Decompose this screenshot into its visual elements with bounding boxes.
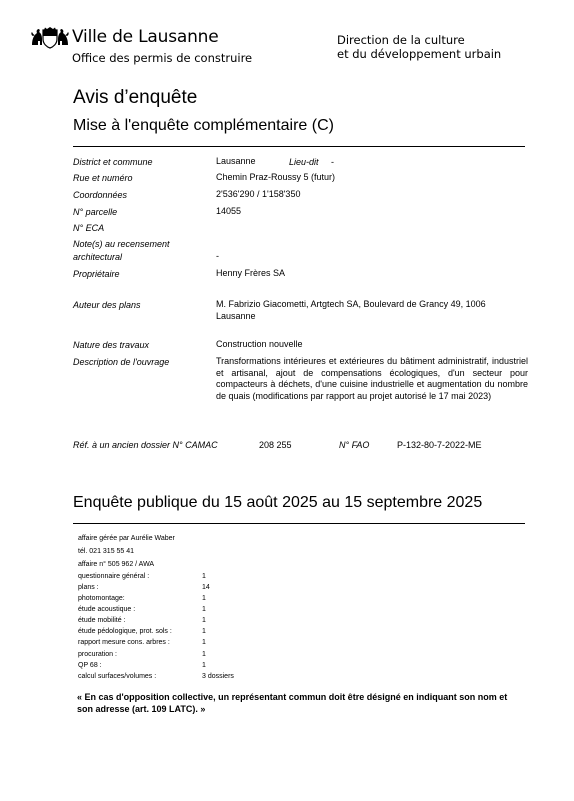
document-count: 1 [202, 662, 206, 669]
document-count: 1 [202, 617, 206, 624]
street-value: Chemin Praz-Roussy 5 (futur) [216, 172, 336, 182]
organization-name: Ville de Lausanne [72, 27, 219, 47]
document-title: Avis d’enquête [73, 87, 198, 108]
document-label: étude pédologique, prot. sols : [78, 628, 172, 635]
camac-value: 208 255 [259, 440, 292, 450]
lieudit-label: Lieu-dit [289, 157, 319, 167]
document-label: étude acoustique : [78, 606, 136, 613]
document-label: questionnaire général : [78, 573, 150, 580]
contact-phone: tél. 021 315 55 41 [78, 548, 135, 555]
camac-label: Réf. à un ancien dossier N° CAMAC [73, 440, 218, 450]
department-line-2: et du développement urbain [337, 47, 502, 61]
document-label: étude mobilité : [78, 617, 126, 624]
description-label: Description de l'ouvrage [73, 357, 170, 367]
inquiry-period: Enquête publique du 15 août 2025 au 15 septembre 2025 [73, 494, 483, 511]
parcel-value: 14055 [216, 206, 242, 216]
divider [73, 523, 525, 524]
heritage-note-label-line-2: architectural [73, 252, 123, 262]
document-count: 1 [202, 606, 206, 613]
letterhead [30, 27, 550, 72]
plan-author-value-line-2: Lausanne [216, 311, 256, 321]
document-count: 3 dossiers [202, 673, 234, 680]
owner-value: Henny Frères SA [216, 268, 286, 278]
document-label: procuration : [78, 651, 117, 658]
case-number: affaire n° 505 962 / AWA [78, 561, 155, 568]
lausanne-coat-of-arms-icon [30, 27, 70, 49]
eca-label: N° ECA [73, 223, 105, 233]
lieudit-value: - [331, 157, 334, 167]
document-label: rapport mesure cons. arbres : [78, 639, 170, 646]
document-label: photomontage: [78, 595, 125, 602]
document-count: 1 [202, 573, 206, 580]
plan-author-label: Auteur des plans [73, 300, 141, 310]
fao-value: P-132-80-7-2022-ME [397, 440, 482, 450]
collective-opposition-notice: « En cas d'opposition collective, un représentant commun doit être désigné en indiquant son nom et son adresse (art. 109 LATC). » [77, 692, 508, 714]
document-label: calcul surfaces/volumes : [78, 673, 157, 680]
document-count: 14 [202, 584, 210, 591]
street-label: Rue et numéro [73, 173, 133, 183]
divider [73, 146, 525, 147]
document-label: QP 68 : [78, 662, 102, 669]
document-label: plans : [78, 584, 99, 591]
document-count: 1 [202, 651, 206, 658]
heritage-note-label-line-1: Note(s) au recensement [73, 239, 170, 249]
description-value: Transformations intérieures et extérieures du bâtiment administratif, industriel et artisanal, ajout de compensations écologiques, d'un secteur pour compacteurs à déchets, d'une cuisine industrielle et augmentation du nombre de quais (modifications par rapport au projet autorisé le 17 mai 2023) [216, 356, 528, 401]
works-nature-value: Construction nouvelle [216, 339, 303, 349]
coordinates-value: 2'536'290 / 1'158'350 [216, 189, 301, 199]
case-manager: affaire gérée par Aurélie Waber [78, 535, 175, 542]
plan-author-value-line-1: M. Fabrizio Giacometti, Artgtech SA, Boulevard de Grancy 49, 1006 [216, 299, 486, 309]
district-value: Lausanne [216, 156, 256, 166]
heritage-note-value: - [216, 251, 219, 261]
owner-label: Propriétaire [73, 269, 120, 279]
document-count: 1 [202, 595, 206, 602]
office-name: Office des permis de construire [72, 51, 253, 65]
parcel-label: N° parcelle [73, 207, 118, 217]
coordinates-label: Coordonnées [73, 190, 128, 200]
district-label: District et commune [73, 157, 153, 167]
department-name [337, 33, 501, 61]
fao-label: N° FAO [339, 440, 370, 450]
document-subtitle: Mise à l'enquête complémentaire (C) [73, 117, 334, 134]
document-count: 1 [202, 639, 206, 646]
document-count: 1 [202, 628, 206, 635]
works-nature-label: Nature des travaux [73, 340, 150, 350]
department-line-1: Direction de la culture [337, 33, 465, 47]
